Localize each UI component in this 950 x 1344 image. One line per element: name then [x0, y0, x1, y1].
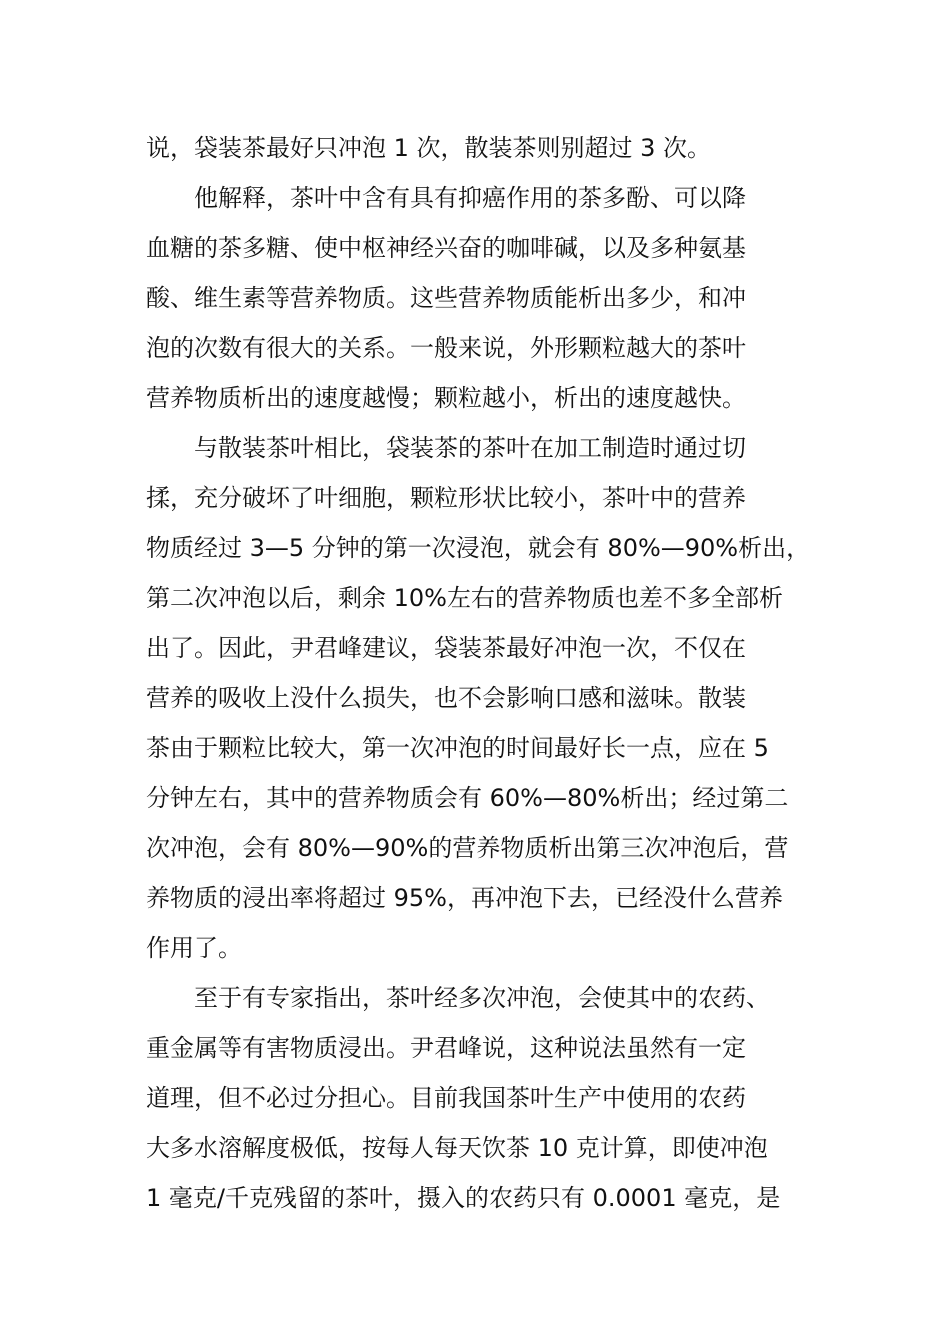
text-line: 第二次冲泡以后，剩余 10%左右的营养物质也差不多全部析: [146, 584, 783, 612]
text-line: 血糖的茶多糖、使中枢神经兴奋的咖啡碱，以及多种氨基: [146, 234, 746, 262]
text-line: 营养物质析出的速度越慢；颗粒越小，析出的速度越快。: [146, 384, 746, 412]
text-line: 大多水溶解度极低，按每人每天饮茶 10 克计算，即使冲泡: [146, 1134, 768, 1162]
text-line: 1 毫克/千克残留的茶叶，摄入的农药只有 0.0001 毫克，是: [146, 1184, 781, 1212]
text-line: 次冲泡，会有 80%—90%的营养物质析出第三次冲泡后，营: [146, 834, 789, 862]
text-line: 物质经过 3—5 分钟的第一次浸泡，就会有 80%—90%析出，: [146, 534, 811, 562]
text-line: 说，袋装茶最好只冲泡 1 次，散装茶则别超过 3 次。: [146, 134, 712, 162]
text-line: 茶由于颗粒比较大，第一次冲泡的时间最好长一点，应在 5: [146, 734, 769, 762]
text-line: 养物质的浸出率将超过 95%，再冲泡下去，已经没什么营养: [146, 884, 783, 912]
text-line: 重金属等有害物质浸出。尹君峰说，这种说法虽然有一定: [146, 1034, 746, 1062]
text-line: 道理，但不必过分担心。目前我国茶叶生产中使用的农药: [146, 1084, 746, 1112]
text-line: 酸、维生素等营养物质。这些营养物质能析出多少，和冲: [146, 284, 746, 312]
text-line: 他解释，茶叶中含有具有抑癌作用的茶多酚、可以降: [146, 184, 746, 212]
text-line: 出了。因此，尹君峰建议，袋装茶最好冲泡一次，不仅在: [146, 634, 746, 662]
text-line: 揉，充分破坏了叶细胞，颗粒形状比较小，茶叶中的营养: [146, 484, 746, 512]
text-line: 至于有专家指出，茶叶经多次冲泡，会使其中的农药、: [146, 984, 770, 1012]
text-line: 分钟左右，其中的营养物质会有 60%—80%析出；经过第二: [146, 784, 789, 812]
text-line: 与散装茶叶相比，袋装茶的茶叶在加工制造时通过切: [146, 434, 746, 462]
text-line: 泡的次数有很大的关系。一般来说，外形颗粒越大的茶叶: [146, 334, 746, 362]
text-line: 营养的吸收上没什么损失，也不会影响口感和滋味。散装: [146, 684, 746, 712]
text-line: 作用了。: [146, 934, 242, 962]
